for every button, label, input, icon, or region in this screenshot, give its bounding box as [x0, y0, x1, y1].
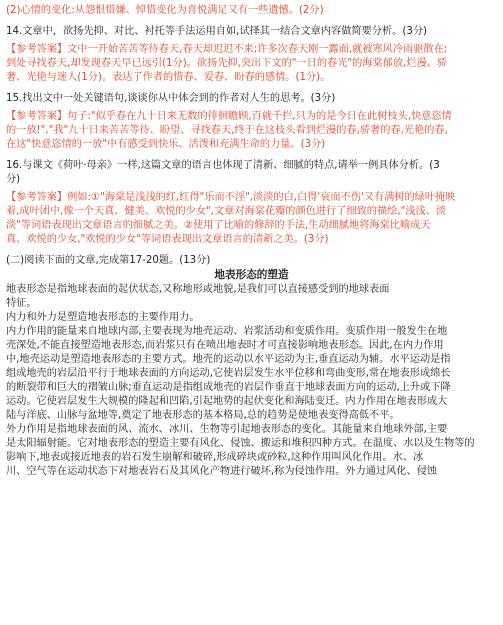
answer-16: 【参考答案】例如:①"海棠是浅浅的红,红得"乐而不淫",淡淡的白,白得'哀而不伤'又有满树的绿叶掩映 着,成叶团中,像一个天真、健美、欢悦的少女",文章对海棠花瓣的颜色进行了细致的描绘,"浅浅、淡 淡"等词语表现出文章语言的细腻之美。②使用了比喻的修辞的手法,生动细腻地将海棠比喻成天 真、欢悦的少女,"欢悦的少女"等词语表现出文章语言的清新之美。(3分): [6, 192, 456, 245]
article-body: 地表形态是指地球表面的起伏状态,又称地形或地貌,是我们可以直接感受到的地球表面 特征。 内力和外力是塑造地表形态的主要作用力。 内力作用的能量来自地球内部,主要表现为地壳运动、岩浆活动和变质作用。变质作用一般发生在地 壳深处,不能直接塑造地表形态,而岩浆只有在喷出地表时才可直接影响地表形态。因此,在内力作用 中,地壳运动是塑造地表形态的主要方式。地壳的运动以水平运动为主,垂直运动为辅。水平运动是指 组成地壳的岩层沿平行于地球表面的方向运动,它使岩层发生水平位移和弯曲变形,常在地表形成绵长 的断裂带和巨大的褶皱山脉;垂直运动是指组成地壳的岩层作垂直于地球表面方向的运动,上升或下降 运动。它使岩层发生大规模的隆起和凹陷,引起地势的起伏变化和海陆变迁。内力作用在地表形成大 陆与洋底、山脉与盆地等,奠定了地表形态的基本格局,总的趋势是使地表变得高低不平。 外力作用是指地球表面的风、流水、冰川、生物等引起地表形态的变化。其能量来自地球外部,主要 是太阳辐射能。它对地表形态的塑造主要有风化、侵蚀、搬运和堆积四种方式。在温度、水以及生物等的 影响下,地表或接近地表的岩石发生崩解和破碎,形成碎块或砂粒,这种作用叫风化作用。水、冰 川、空气等在运动状态下对地表岩石及其风化产物进行破坏,称为侵蚀作用。外力通过风化、侵蚀: [6, 284, 475, 477]
answer-15: 【参考答案】句子:"似乎春在九十日来无数的徘徊瞻顾,百就千拦,只为的是今日在此树枝头,快意恣情 的一放!","我"九十日来苦苦等待、盼望、寻找春天,终于在这枝头看到烂漫的春,骄奢的春,光艳的春, 在这"快意恣情的一放"中有感受到快乐、活泼和充满生命的力量。(3分): [6, 111, 452, 150]
question-16: 16.与课文《荷叶·母亲》一样,这篇文章的语言也体现了清新、细腻的特点,请举一例具体分析。(3 分): [6, 160, 440, 185]
answer-14: 【参考答案】文中一开始苦苦等待春天,春天却迟迟不来;许多次春天刚一露面,就被寒风冷雨驱散在; 到处寻找春天,却发现春天早已远引(1分)。欲扬先抑,突出下文的"一日的春光"的海棠郁放,烂漫、骄 奢、光艳与迷人(1分)。表达了作者的惜春、爱春、盼春的感情。(1分)。: [6, 44, 448, 83]
answer-line: (2)心情的变化:从怨恨惜嫌、悼惜变化为喜悦满足又有一些遗憾。(2分): [6, 5, 324, 16]
question-14: 14.文章中，欲扬先抑、对比、衬托等手法运用自如,试择其一结合文章内容做简要分析。(3分): [6, 26, 427, 37]
question-15: 15.找出文中一处关键语句,谈谈你从中体会到的作者对人生的思考。(3分): [6, 93, 336, 104]
article-title: 地表形态的塑造: [214, 269, 289, 281]
section-heading: (二)阅读下面的文章,完成第17-20题。(13分): [6, 255, 211, 266]
